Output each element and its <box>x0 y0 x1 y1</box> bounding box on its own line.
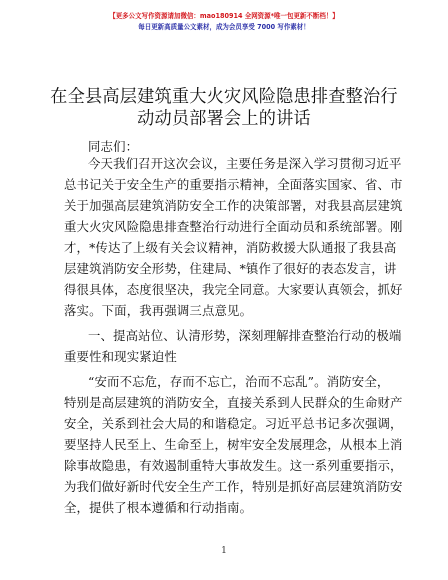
body-line: 重大火灾风险隐患排查整治行动进行全面动员和系统部署。刚 <box>64 219 403 234</box>
salutation: 同志们： <box>88 139 139 154</box>
section-heading-line: 重要性和现实紧迫性 <box>64 349 177 364</box>
body-line: 得很具体，态度很坚决，我完全同意。大家要认真领会，抓好 <box>64 282 403 297</box>
body-line: 安全，关系到社会大局的和谐稳定。习近平总书记多次强调， <box>64 416 403 431</box>
body-line: 总书记关于安全生产的重要指示精神，全面落实国家、省、市 <box>64 177 403 192</box>
body-line: 全，提供了根本遵循和行动指南。 <box>64 500 253 515</box>
body-line: 层建筑消防安全形势，住建局、*镇作了很好的表态发言，讲 <box>64 261 397 276</box>
body-line: 今天我们召开这次会议，主要任务是深入学习贯彻习近平 <box>88 156 402 171</box>
body-line: 特别是高层建筑的消防安全，直接关系到人民群众的生命财产 <box>64 395 403 410</box>
document-title-line-2: 动动员部署会上的讲话 <box>137 109 311 129</box>
document-title-line-1: 在全县高层建筑重大火灾风险隐患排查整治行 <box>50 87 398 107</box>
body-line: 为我们做好新时代安全生产工作，特别是抓好高层建筑消防安 <box>64 479 403 494</box>
body-line: 才，*传达了上级有关会议精神，消防救援大队通报了我县高 <box>64 240 397 255</box>
section-heading-line: 一、提高站位、认清形势，深刻理解排查整治行动的极端 <box>88 328 402 343</box>
body-line: 除事故隐患，有效遏制重特大事故发生。这一系列重要指示， <box>64 458 403 473</box>
body-line: 落实。下面，我再强调三点意见。 <box>64 303 253 318</box>
body-line: “安而不忘危，存而不忘亡，治而不忘乱”。消防安全， <box>88 374 390 389</box>
body-line: 关于加强高层建筑消防安全工作的决策部署，对我县高层建筑 <box>64 198 403 213</box>
promo-banner-line-2: 每日更新高质量公文素材，成为会员享受 7000 写作素材！ <box>138 23 310 31</box>
page-number: 1 <box>221 546 227 556</box>
body-line: 要坚持人民至上、生命至上，树牢安全发展理念，从根本上消 <box>64 437 403 452</box>
promo-banner-line-1: 【更多公文写作资源请加微信：mao180914 全网资源*唯一包更新不断档！】 <box>109 12 339 20</box>
